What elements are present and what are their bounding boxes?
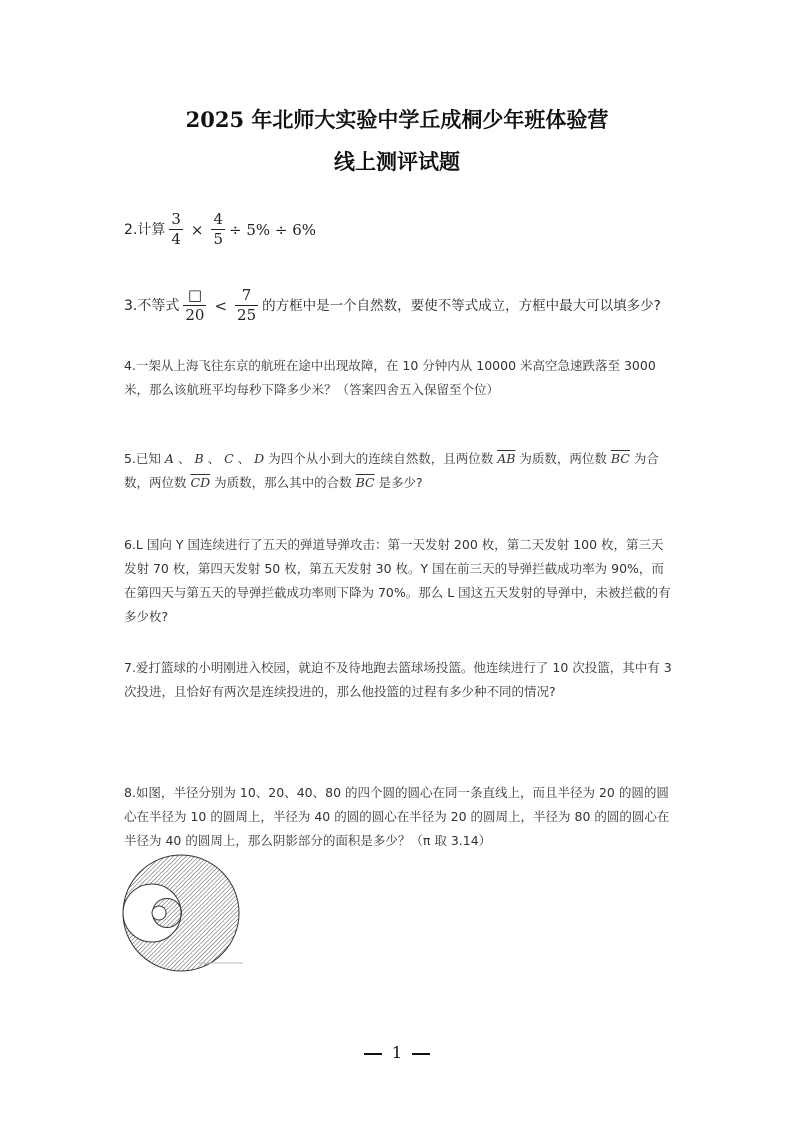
doc-title-line2: 线上测评试题 [334, 149, 460, 174]
q3-fraction-1 [183, 286, 206, 325]
circle-radius-10 [152, 906, 166, 920]
q5-part1: 5.已知 [124, 451, 161, 466]
q2-f2-denominator: 5 [213, 230, 224, 248]
q2-fraction-2 [211, 210, 225, 249]
q2-times: × [190, 220, 204, 239]
question-4: 4.一架从上海飞往东京的航班在途中出现故障，在 10 分钟内从 10000 米高空急速跌落至 3000 米，那么该航班平均每秒下降多少米？（答案四舍五入保留至个位） [124, 358, 656, 397]
q3-less-than: < [214, 296, 228, 315]
q5-number-cd: $\overline{CD}$ [190, 475, 211, 490]
q2-f2-numerator: 4 [213, 210, 224, 228]
q5-sep: 、 [237, 451, 251, 466]
q8-circles-figure [118, 852, 248, 976]
question-8: 8.如图，半径分别为 10、20、40、80 的四个圆的圆心在同一条直线上，而且半径为 20 的圆的圆心在半径为 10 的圆周上，半径为 40 的圆的圆心在半径为 20 的圆周上，半径为 80 的圆的圆心在半径为 40 的圆周上，那么阴影部分的面积是多少？（π 取 3.14） [124, 785, 670, 848]
q5-part4: 为合数，两位数 [124, 451, 659, 490]
q3-suffix: 的方框中是一个自然数，要使不等式成立，方框中最大可以填多少? [262, 297, 661, 314]
question-3 [124, 286, 672, 325]
q5-var-a: A [164, 451, 174, 466]
q2-fraction-1 [169, 210, 183, 249]
question-6: 6.L 国向 Y 国连续进行了五天的弹道导弹攻击：第一天发射 200 枚，第二天发射 100 枚，第三天发射 70 枚，第四天发射 50 枚，第五天发射 30 枚。Y 国在前三天的导弹拦截成功率为 90%，而在第四天与第五天的导弹拦截成功率则下降为 70%。那么 L 国这五天发射的导弹中，未被拦截的有多少枚? [124, 537, 671, 624]
q5-part2: 为四个从小到大的连续自然数，且两位数 [268, 451, 494, 466]
dash-right [412, 1053, 430, 1055]
question-5 [124, 447, 672, 495]
page-number-value: 1 [391, 1043, 403, 1062]
q3-fraction-2 [235, 286, 258, 325]
q3-f2-numerator: 7 [241, 286, 252, 304]
q5-part5: 为质数，那么其中的合数 [214, 475, 352, 490]
circles-diagram [118, 852, 248, 972]
doc-title-line1: 2025 年北师大实验中学丘成桐少年班体验营 [185, 107, 609, 132]
q3-f1-numerator: □ [187, 286, 202, 304]
q3-f1-denominator: 20 [185, 306, 205, 324]
q5-var-b: B [194, 451, 204, 466]
q3-prefix: 3.不等式 [124, 297, 180, 314]
q5-sep: 、 [207, 451, 221, 466]
q5-part3: 为质数，两位数 [519, 451, 607, 466]
q5-var-d: D [254, 451, 265, 466]
q2-prefix: 2.计算 [124, 221, 166, 238]
q5-sep: 、 [177, 451, 191, 466]
q2-f1-denominator: 4 [171, 230, 181, 248]
question-7: 7.爱打篮球的小明刚进入校园，就迫不及待地跑去篮球场投篮。他连续进行了 10 次投篮，其中有 3 次投进，且恰好有两次是连续投进的，那么他投篮的过程有多少种不同的情况? [124, 660, 672, 699]
q2-f1-numerator: 3 [171, 210, 181, 228]
question-2 [124, 210, 672, 249]
q5-var-c: C [224, 451, 234, 466]
dash-left [364, 1053, 382, 1055]
q2-tail: ÷ 5% ÷ 6% [229, 220, 317, 239]
q3-f2-denominator: 25 [237, 306, 257, 324]
q5-number-ab: $\overline{AB}$ [497, 451, 516, 466]
q5-part6: 是多少? [378, 475, 423, 490]
q5-number-bc-composite: $\overline{BC}$ [355, 475, 375, 490]
q5-number-bc: $\overline{BC}$ [610, 451, 630, 466]
page-number [0, 1043, 794, 1062]
